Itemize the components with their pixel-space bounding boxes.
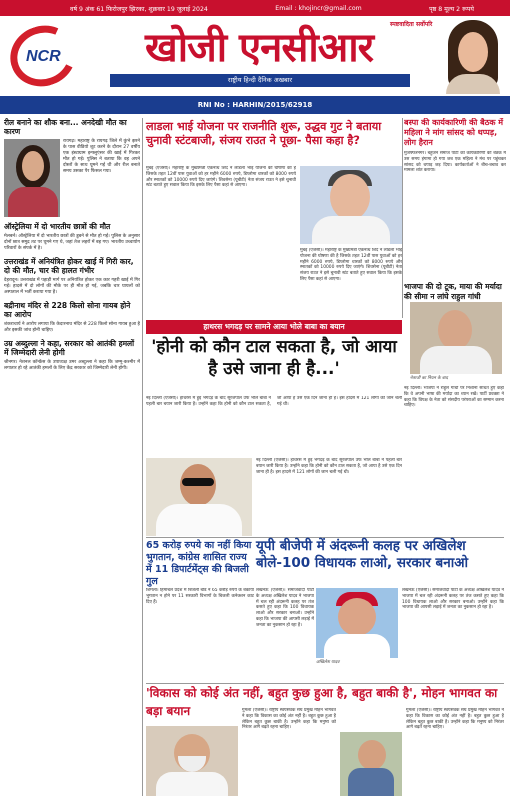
lead-photo bbox=[300, 166, 402, 244]
story-uttarakhand[interactable] bbox=[4, 257, 140, 296]
akhilesh-photo bbox=[316, 588, 398, 658]
story-reel[interactable] bbox=[4, 118, 140, 217]
bhagwat-text-cont: गुमला (एजेंसी)। राष्ट्रीय स्वयंसेवक संघ प्रमुख मोहन भागवत ने कहा कि विकास का कोई अंत नहीं है। बहुत कुछ हुआ है लेकिन बहुत कुछ बाकी है। उन्होंने कहा कि मनुष्य को निरंतर आगे बढ़ते रहना चाहिए। bbox=[406, 708, 504, 731]
story-reel-photo bbox=[4, 139, 60, 217]
bhagwat-headline[interactable]: 'विकास को कोई अंत नहीं, बहुत कुछ हुआ है, बहुत बाकी है', मोहन भागवत का बड़ा बयान bbox=[146, 686, 498, 718]
bhagwat-photo bbox=[146, 726, 238, 796]
tagline: स्पष्टवादिता सर्वोपरि bbox=[390, 21, 433, 28]
lead-text-cont: मुंबई (एजेंसी)। महाराष्ट्र के मुख्यमंत्री एकनाथ शिंदे ने लाडला भाई योजना की घोषणा की है जिसके तहत 12वीं पास युवाओं को हर महीने 6000 रुपये, डिप्लोमा धारकों को 8000 रुपये और स्नातकों को 10000 रुपये दिए जाएंगे। शिवसेना (यूबीटी) नेता संजय राउत ने इसे चुनावी स्टंट बताते हुए सवाल किया कि इसके लिए पैसा कहां से आएगा। bbox=[300, 248, 402, 282]
top-info-bar bbox=[0, 0, 510, 16]
story-gold-text: शंकराचार्य ने आरोप लगाया कि केदारनाथ मंदिर से 228 किलो सोना गायब हुआ है और इसकी जांच होनी चाहिए। bbox=[4, 322, 140, 333]
right-story2-text: नई दिल्ली। भाजपा ने राहुल गांधी पर निशाना साधते हुए कहा कि वे अपनी भाषा की मर्यादा का ध्यान रखें। पार्टी प्रवक्ता ने कहा कि विपक्ष के नेता को संसदीय परंपराओं का सम्मान करना चाहिए। bbox=[404, 386, 504, 409]
electricity-headline[interactable]: 65 करोड़ रुपये का नहीं किया भुगतान, कांग्रेस शासित राज्य में 11 डिपार्टमेंट्स की बिजली गुल bbox=[146, 540, 252, 587]
story-gold[interactable] bbox=[4, 301, 140, 334]
up-bjp-text: लखनऊ (एजेंसी)। समाजवादी पार्टी के अध्यक्ष अखिलेश यादव ने भाजपा में चल रही अंदरूनी कलह पर तंज कसते हुए कहा कि 100 विधायक लाओ और सरकार बनाओ। उन्होंने कहा कि भाजपा की आपसी लड़ाई में जनता का नुकसान हो रहा है। bbox=[256, 588, 314, 628]
bhagwat-side-photo bbox=[340, 732, 402, 796]
column-divider bbox=[402, 118, 403, 318]
up-bjp-text-cont: लखनऊ (एजेंसी)। समाजवादी पार्टी के अध्यक्ष अखिलेश यादव ने भाजपा में चल रही अंदरूनी कलह पर तंज कसते हुए कहा कि 100 विधायक लाओ और सरकार बनाओ। उन्होंने कहा कि भाजपा की आपसी लड़ाई में जनता का नुकसान हो रहा है। bbox=[402, 588, 504, 611]
story-omar-head: उम्र अब्दुल्ला ने कहा, सरकार को आतंकी हमलों में जिम्मेदारी लेनी होगी bbox=[4, 339, 135, 357]
electricity-text: शिमला। हिमाचल प्रदेश में बिजली बोर्ड ने 65 करोड़ रुपये के बकाया भुगतान न होने पर 11 सरकारी विभागों के बिजली कनेक्शन काट दिए हैं। bbox=[146, 588, 254, 605]
left-column bbox=[4, 118, 140, 796]
hathras-text: नई दिल्ली (एजेंसी)। हाथरस में हुई भगदड़ के बाद सूरजपाल उर्फ भोले बाबा ने पहली बार बयान जारी किया है। उन्होंने कहा कि होनी को कौन टाल सकता है, जो आया है उसे एक दिन जाना ही है। इस हादसे में 121 लोगों की जान चली गई थी। bbox=[146, 396, 402, 407]
right-story1-text: मुजफ्फरनगर। बहुजन समाज पार्टी की कार्यकारिणी की बैठक में उस समय हंगामा हो गया जब एक महिला ने मंच पर पहुंचकर सांसद को थप्पड़ जड़ दिया। कार्यकर्ताओं ने बीच-बचाव कर मामला शांत कराया। bbox=[404, 151, 506, 174]
right-story2-head[interactable]: भाजपा की दो टूक, माया की मर्यादा की सीमा न लांघे राहुल गांधी bbox=[404, 282, 502, 301]
akhilesh-caption: अखिलेश यादव bbox=[316, 660, 340, 665]
story-omar[interactable] bbox=[4, 339, 140, 372]
masthead-photo bbox=[440, 18, 506, 94]
price-info: पृष्ठ 8 मूल्य 2 रूपये bbox=[429, 5, 474, 13]
story-reel-head: रील बनाने का शौक बना... अनदेखी मौत का कारण bbox=[4, 118, 127, 136]
bhole-baba-photo bbox=[146, 458, 252, 536]
story-gold-head: बद्रीनाथ मंदिर से 228 किलो सोना गायब होने का आरोप bbox=[4, 301, 131, 319]
column-divider bbox=[142, 118, 143, 796]
story-reel-text: रायगढ़। महाराष्ट्र के रायगढ़ जिले में कुंभे झरने के पास वीडियो शूट करने के दौरान 27 वर्षीय एक इंस्टाग्राम इन्फ्लुएंसर की खाई में गिरकर मौत हो गई। पुलिस ने बताया कि वह अपने दोस्तों के साथ घूमने गई थी और रील बनाते समय उसका पैर फिसल गया। bbox=[63, 139, 140, 174]
right-story2-caption: नेताजी का निधन के बाद bbox=[410, 376, 448, 381]
story-omar-text: श्रीनगर। नेशनल कॉन्फ्रेंस के उपाध्यक्ष उमर अब्दुल्ला ने कहा कि जम्मू-कश्मीर में लगातार हो रहे आतंकी हमलों के लिए केंद्र सरकार को जिम्मेदारी लेनी होगी। bbox=[4, 360, 140, 371]
hathras-quote[interactable]: 'होनी को कौन टाल सकता है, जो आया है उसे जाना ही है...' bbox=[151, 337, 397, 379]
rni-number: RNI No : HARHIN/2015/62918 bbox=[0, 96, 510, 114]
hathras-text-cont: नई दिल्ली (एजेंसी)। हाथरस में हुई भगदड़ के बाद सूरजपाल उर्फ भोले बाबा ने पहली बार बयान जारी किया है। उन्होंने कहा कि होनी को कौन टाल सकता है, जो आया है उसे एक दिन जाना ही है। इस हादसे में 121 लोगों की जान चली गई थी। bbox=[256, 458, 402, 475]
issue-info: वर्ष 9 अंक 61 फिरोजपुर झिरका, शुक्रवार 19 जुलाई 2024 bbox=[70, 5, 208, 13]
lead-text: मुंबई (एजेंसी)। महाराष्ट्र के मुख्यमंत्री एकनाथ शिंदे ने लाडला भाई योजना की घोषणा की है जिसके तहत 12वीं पास युवाओं को हर महीने 6000 रुपये, डिप्लोमा धारकों को 8000 रुपये और स्नातकों को 10000 रुपये दिए जाएंगे। शिवसेना (यूबीटी) नेता संजय राउत ने इसे चुनावी स्टंट बताते हुए सवाल किया कि इसके लिए पैसा कहां से आएगा। bbox=[146, 166, 296, 189]
subtitle: राष्ट्रीय हिन्दी दैनिक अखबार bbox=[110, 74, 410, 87]
newspaper-title: खोजी एनसीआर bbox=[144, 25, 373, 71]
lead-headline[interactable]: लाडला भाई योजना पर राजनीति शुरू, उद्धव गुट ने बताया चुनावी स्टंटबाजी, संजय राउत ने पूछा- पैसा कहा है? bbox=[146, 120, 382, 147]
story-australia-head: ऑस्ट्रेलिया में दो भारतीय छात्रों की मौत bbox=[4, 222, 111, 231]
bhagwat-text: गुमला (एजेंसी)। राष्ट्रीय स्वयंसेवक संघ प्रमुख मोहन भागवत ने कहा कि विकास का कोई अंत नहीं है। बहुत कुछ हुआ है लेकिन बहुत कुछ बाकी है। उन्होंने कहा कि मनुष्य को निरंतर आगे बढ़ते रहना चाहिए। bbox=[242, 708, 336, 731]
up-bjp-headline[interactable]: यूपी बीजेपी में अंदरूनी कलह पर अखिलेश बोले-100 विधायक लाओ, सरकार बनाओ bbox=[256, 538, 469, 571]
right-story1-head[interactable]: बस्पा की कार्यकारिणी की बैठक में महिला ने मांग सांसद को थप्पड़, लोग हैरान bbox=[404, 118, 504, 147]
right-story2-photo bbox=[410, 302, 502, 374]
story-australia[interactable] bbox=[4, 222, 140, 252]
hathras-banner: हाथरस भगदड़ पर सामने आया भोले बाबा का बयान bbox=[146, 320, 402, 334]
ncr-logo[interactable] bbox=[8, 22, 86, 90]
story-uttarakhand-head: उत्तराखंड में अनियंत्रित होकर खाई में गिरी कार, दो की मौत, चार की हालत गंभीर bbox=[4, 257, 134, 275]
story-australia-text: मेलबर्न। ऑस्ट्रेलिया में दो भारतीय छात्रों की डूबने से मौत हो गई। पुलिस के अनुसार दोनों छात्र समुद्र तट पर घूमने गए थे, जहां तेज लहरों में बह गए। भारतीय उच्चायोग परिवारों के संपर्क में है। bbox=[4, 234, 140, 251]
masthead bbox=[0, 16, 510, 96]
email-info[interactable]: Email : khojincr@gmail.com bbox=[275, 4, 362, 12]
logo-text: NCR bbox=[26, 48, 61, 65]
story-uttarakhand-text: देहरादून। उत्तराखंड में पहाड़ी मार्ग पर अनियंत्रित होकर एक कार गहरी खाई में गिर गई। हादसे में दो लोगों की मौके पर ही मौत हो गई, जबकि चार घायलों को अस्पताल में भर्ती कराया गया है। bbox=[4, 278, 140, 295]
